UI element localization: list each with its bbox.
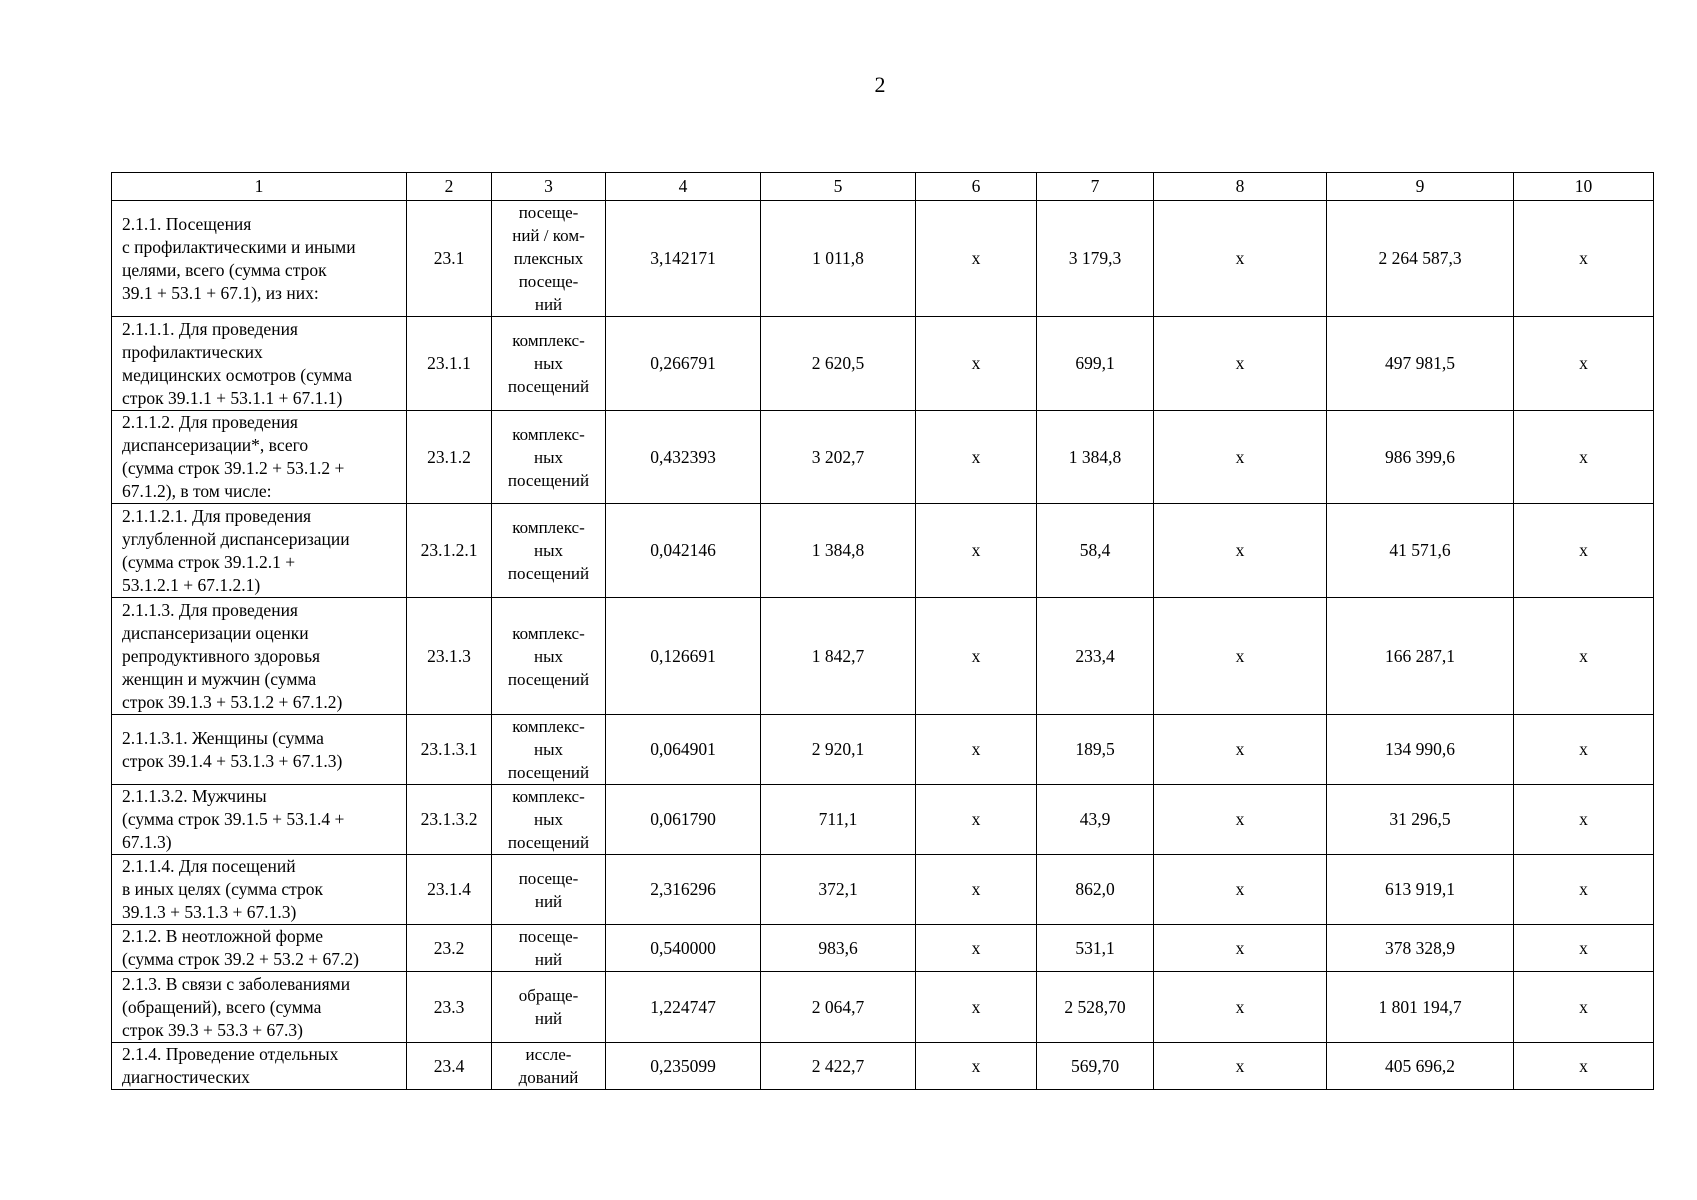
- column-7-cell: 233,4: [1037, 598, 1154, 715]
- column-10-cell: х: [1514, 1043, 1654, 1090]
- column-10-cell: х: [1514, 855, 1654, 925]
- column-header-5: 5: [761, 173, 916, 201]
- unit-cell-line: посещений: [507, 564, 590, 583]
- indicator-name-cell: [112, 855, 407, 925]
- indicator-name-cell-line: 2.1.1.3.2. Мужчины: [122, 786, 267, 806]
- column-5-cell: 2 620,5: [761, 317, 916, 411]
- indicator-name-cell-line: (сумма строк 39.1.2.1 +: [122, 551, 296, 572]
- indicator-name-cell-line: строк 39.1.1 + 53.1.1 + 67.1.1): [122, 387, 343, 408]
- column-4-cell: 0,540000: [606, 925, 761, 972]
- column-6-cell: х: [916, 925, 1037, 972]
- unit-cell: [492, 925, 606, 972]
- column-8-cell: х: [1154, 715, 1327, 785]
- column-9-cell: 986 399,6: [1327, 411, 1514, 504]
- column-9-cell: 405 696,2: [1327, 1043, 1514, 1090]
- column-8-cell: х: [1154, 1043, 1327, 1090]
- column-4-cell: 0,042146: [606, 504, 761, 598]
- column-9-cell: 1 801 194,7: [1327, 972, 1514, 1043]
- table-row: [112, 504, 1654, 598]
- column-6-cell: х: [916, 972, 1037, 1043]
- column-4-cell: 0,432393: [606, 411, 761, 504]
- indicator-name-cell-line: женщин и мужчин (сумма: [122, 668, 317, 689]
- row-code-cell: 23.1.1: [407, 317, 492, 411]
- column-5-cell: 1 011,8: [761, 201, 916, 317]
- column-9-cell: 497 981,5: [1327, 317, 1514, 411]
- indicator-name-cell-line: 53.1.2.1 + 67.1.2.1): [122, 574, 261, 595]
- indicator-name-cell-line: 2.1.1.2. Для проведения: [122, 412, 298, 432]
- table-row: [112, 411, 1654, 504]
- table-row: [112, 715, 1654, 785]
- unit-cell-line: ний: [534, 950, 563, 969]
- table-row: [112, 785, 1654, 855]
- unit-cell-line: посеще-: [518, 868, 579, 888]
- indicator-name-cell: [112, 201, 407, 317]
- column-8-cell: х: [1154, 972, 1327, 1043]
- column-9-cell: 2 264 587,3: [1327, 201, 1514, 317]
- table-row: [112, 598, 1654, 715]
- column-4-cell: 0,126691: [606, 598, 761, 715]
- unit-cell: [492, 785, 606, 855]
- indicator-name-cell-line: профилактических: [122, 341, 263, 362]
- column-10-cell: х: [1514, 504, 1654, 598]
- column-6-cell: х: [916, 715, 1037, 785]
- unit-cell: [492, 504, 606, 598]
- indicator-name-cell: [112, 972, 407, 1043]
- indicator-name-cell-line: (сумма строк 39.1.5 + 53.1.4 +: [122, 809, 345, 829]
- column-9-cell: 41 571,6: [1327, 504, 1514, 598]
- table-row: [112, 201, 1654, 317]
- column-4-cell: 0,064901: [606, 715, 761, 785]
- indicator-name-cell-line: (сумма строк 39.2 + 53.2 + 67.2): [122, 949, 360, 969]
- column-7-cell: 699,1: [1037, 317, 1154, 411]
- table-row: [112, 1043, 1654, 1090]
- row-code-cell: 23.1.4: [407, 855, 492, 925]
- indicator-name-cell-line: строк 39.3 + 53.3 + 67.3): [122, 1019, 303, 1040]
- indicator-name-cell-line: 2.1.1.2.1. Для проведения: [122, 505, 312, 526]
- unit-cell-line: комплекс-: [512, 331, 585, 350]
- indicator-name-cell-line: строк 39.1.4 + 53.1.3 + 67.1.3): [122, 750, 343, 771]
- unit-cell: [492, 201, 606, 317]
- unit-cell-line: посещений: [507, 833, 590, 852]
- column-header-7: 7: [1037, 173, 1154, 201]
- column-10-cell: х: [1514, 201, 1654, 317]
- unit-cell-line: посеще-: [518, 272, 579, 291]
- unit-cell-line: посещений: [507, 669, 590, 689]
- unit-cell-line: ний / ком-: [512, 226, 585, 245]
- column-6-cell: х: [916, 598, 1037, 715]
- column-10-cell: х: [1514, 715, 1654, 785]
- column-4-cell: 0,061790: [606, 785, 761, 855]
- indicator-name-cell-line: 67.1.2), в том числе:: [122, 481, 272, 501]
- indicator-name-cell-line: 39.1.3 + 53.1.3 + 67.1.3): [122, 902, 297, 922]
- unit-cell: [492, 1043, 606, 1090]
- column-9-cell: 31 296,5: [1327, 785, 1514, 855]
- indicator-name-cell-line: 2.1.3. В связи с заболеваниями: [122, 973, 351, 994]
- unit-cell-line: иссле-: [525, 1045, 572, 1064]
- column-8-cell: х: [1154, 925, 1327, 972]
- column-6-cell: х: [916, 855, 1037, 925]
- column-6-cell: х: [916, 317, 1037, 411]
- column-8-cell: х: [1154, 785, 1327, 855]
- column-9-cell: 613 919,1: [1327, 855, 1514, 925]
- indicator-name-cell-line: (сумма строк 39.1.2 + 53.1.2 +: [122, 458, 345, 478]
- indicator-name-cell-line: 39.1 + 53.1 + 67.1), из них:: [122, 282, 319, 303]
- row-code-cell: 23.1.2: [407, 411, 492, 504]
- column-7-cell: 189,5: [1037, 715, 1154, 785]
- column-8-cell: х: [1154, 855, 1327, 925]
- column-8-cell: х: [1154, 598, 1327, 715]
- column-9-cell: 166 287,1: [1327, 598, 1514, 715]
- unit-cell-line: ний: [534, 1009, 563, 1028]
- column-4-cell: 1,224747: [606, 972, 761, 1043]
- indicator-name-cell-line: с профилактическими и иными: [122, 236, 356, 257]
- indicator-name-cell-line: строк 39.1.3 + 53.1.2 + 67.1.2): [122, 691, 343, 712]
- column-header-9: 9: [1327, 173, 1514, 201]
- row-code-cell: 23.4: [407, 1043, 492, 1090]
- unit-cell-line: посещений: [507, 377, 590, 396]
- column-5-cell: 3 202,7: [761, 411, 916, 504]
- indicator-name-cell: [112, 317, 407, 411]
- indicator-name-cell: [112, 785, 407, 855]
- indicator-name-cell-line: 2.1.1.3.1. Женщины (сумма: [122, 727, 324, 748]
- column-4-cell: 0,266791: [606, 317, 761, 411]
- column-10-cell: х: [1514, 598, 1654, 715]
- column-10-cell: х: [1514, 411, 1654, 504]
- row-code-cell: 23.1.3.2: [407, 785, 492, 855]
- table-row: [112, 972, 1654, 1043]
- indicator-name-cell: [112, 925, 407, 972]
- indicator-name-cell-line: 2.1.1.4. Для посещений: [122, 856, 296, 876]
- indicator-name-cell-line: диспансеризации*, всего: [122, 435, 309, 455]
- unit-cell: [492, 972, 606, 1043]
- indicator-name-cell: [112, 1043, 407, 1090]
- unit-cell-line: дований: [518, 1068, 579, 1087]
- row-code-cell: 23.1.2.1: [407, 504, 492, 598]
- column-7-cell: 43,9: [1037, 785, 1154, 855]
- indicator-name-cell: [112, 598, 407, 715]
- unit-cell-line: ных: [533, 354, 564, 373]
- column-5-cell: 2 422,7: [761, 1043, 916, 1090]
- indicator-name-cell-line: 2.1.1. Посещения: [122, 213, 252, 234]
- column-7-cell: 531,1: [1037, 925, 1154, 972]
- column-6-cell: х: [916, 411, 1037, 504]
- unit-cell-line: посеще-: [518, 203, 579, 222]
- column-8-cell: х: [1154, 201, 1327, 317]
- unit-cell-line: ных: [533, 646, 564, 666]
- row-code-cell: 23.1.3: [407, 598, 492, 715]
- unit-cell: [492, 317, 606, 411]
- column-header-2: 2: [407, 173, 492, 201]
- column-4-cell: 3,142171: [606, 201, 761, 317]
- table-row: [112, 855, 1654, 925]
- indicator-name-cell: [112, 504, 407, 598]
- indicator-name-cell: [112, 715, 407, 785]
- row-code-cell: 23.3: [407, 972, 492, 1043]
- unit-cell-line: посеще-: [518, 927, 579, 946]
- unit-cell: [492, 411, 606, 504]
- column-header-3: 3: [492, 173, 606, 201]
- indicator-name-cell-line: диспансеризации оценки: [122, 622, 309, 643]
- unit-cell-line: ных: [533, 810, 564, 829]
- column-8-cell: х: [1154, 411, 1327, 504]
- indicator-name-cell-line: целями, всего (сумма строк: [122, 259, 327, 280]
- indicator-name-cell-line: 2.1.4. Проведение отдельных: [122, 1044, 339, 1064]
- column-6-cell: х: [916, 504, 1037, 598]
- unit-cell-line: комплекс-: [512, 623, 585, 643]
- indicator-name-cell-line: 2.1.1.1. Для проведения: [122, 318, 298, 339]
- indicator-name-cell-line: 67.1.3): [122, 832, 172, 852]
- column-7-cell: 2 528,70: [1037, 972, 1154, 1043]
- table-body: [112, 201, 1654, 1090]
- indicator-name-cell-line: в иных целях (сумма строк: [122, 879, 323, 899]
- column-header-10: 10: [1514, 173, 1654, 201]
- indicator-name-cell-line: диагностических: [122, 1067, 250, 1087]
- row-code-cell: 23.1.3.1: [407, 715, 492, 785]
- column-7-cell: 569,70: [1037, 1043, 1154, 1090]
- unit-cell-line: ных: [533, 740, 564, 759]
- unit-cell-line: обраще-: [518, 986, 579, 1005]
- unit-cell-line: ний: [534, 891, 563, 911]
- column-header-4: 4: [606, 173, 761, 201]
- column-5-cell: 2 064,7: [761, 972, 916, 1043]
- unit-cell: [492, 598, 606, 715]
- column-9-cell: 378 328,9: [1327, 925, 1514, 972]
- unit-cell-line: ных: [533, 447, 564, 467]
- unit-cell-line: комплекс-: [512, 518, 585, 537]
- column-5-cell: 1 842,7: [761, 598, 916, 715]
- column-10-cell: х: [1514, 972, 1654, 1043]
- unit-cell-line: ний: [534, 295, 563, 314]
- column-8-cell: х: [1154, 317, 1327, 411]
- indicator-name-cell-line: (обращений), всего (сумма: [122, 996, 322, 1017]
- indicator-name-cell-line: 2.1.2. В неотложной форме: [122, 926, 324, 946]
- column-4-cell: 0,235099: [606, 1043, 761, 1090]
- column-header-8: 8: [1154, 173, 1327, 201]
- column-header-1: 1: [112, 173, 407, 201]
- unit-cell: [492, 855, 606, 925]
- unit-cell-line: плексных: [513, 249, 584, 268]
- unit-cell-line: ных: [533, 541, 564, 560]
- indicator-name-cell-line: углубленной диспансеризации: [122, 528, 350, 549]
- column-9-cell: 134 990,6: [1327, 715, 1514, 785]
- column-10-cell: х: [1514, 317, 1654, 411]
- column-7-cell: 3 179,3: [1037, 201, 1154, 317]
- unit-cell-line: посещений: [507, 763, 590, 782]
- indicator-name-cell-line: 2.1.1.3. Для проведения: [122, 599, 298, 620]
- page-number: 2: [874, 72, 886, 97]
- column-5-cell: 2 920,1: [761, 715, 916, 785]
- column-10-cell: х: [1514, 785, 1654, 855]
- unit-cell: [492, 715, 606, 785]
- column-header-6: 6: [916, 173, 1037, 201]
- column-7-cell: 1 384,8: [1037, 411, 1154, 504]
- unit-cell-line: посещений: [507, 470, 590, 490]
- column-5-cell: 372,1: [761, 855, 916, 925]
- row-code-cell: 23.1: [407, 201, 492, 317]
- column-8-cell: х: [1154, 504, 1327, 598]
- column-7-cell: 58,4: [1037, 504, 1154, 598]
- column-5-cell: 983,6: [761, 925, 916, 972]
- indicator-name-cell-line: медицинских осмотров (сумма: [122, 364, 352, 385]
- column-6-cell: х: [916, 201, 1037, 317]
- indicator-name-cell-line: репродуктивного здоровья: [122, 645, 321, 666]
- column-6-cell: х: [916, 1043, 1037, 1090]
- column-5-cell: 1 384,8: [761, 504, 916, 598]
- unit-cell-line: комплекс-: [512, 424, 585, 444]
- column-7-cell: 862,0: [1037, 855, 1154, 925]
- column-10-cell: х: [1514, 925, 1654, 972]
- column-4-cell: 2,316296: [606, 855, 761, 925]
- financing-table: [111, 172, 1654, 1090]
- table-row: [112, 317, 1654, 411]
- header-row: [112, 173, 1654, 201]
- indicator-name-cell: [112, 411, 407, 504]
- row-code-cell: 23.2: [407, 925, 492, 972]
- table-row: [112, 925, 1654, 972]
- unit-cell-line: комплекс-: [512, 717, 585, 736]
- column-5-cell: 711,1: [761, 785, 916, 855]
- column-6-cell: х: [916, 785, 1037, 855]
- unit-cell-line: комплекс-: [512, 787, 585, 806]
